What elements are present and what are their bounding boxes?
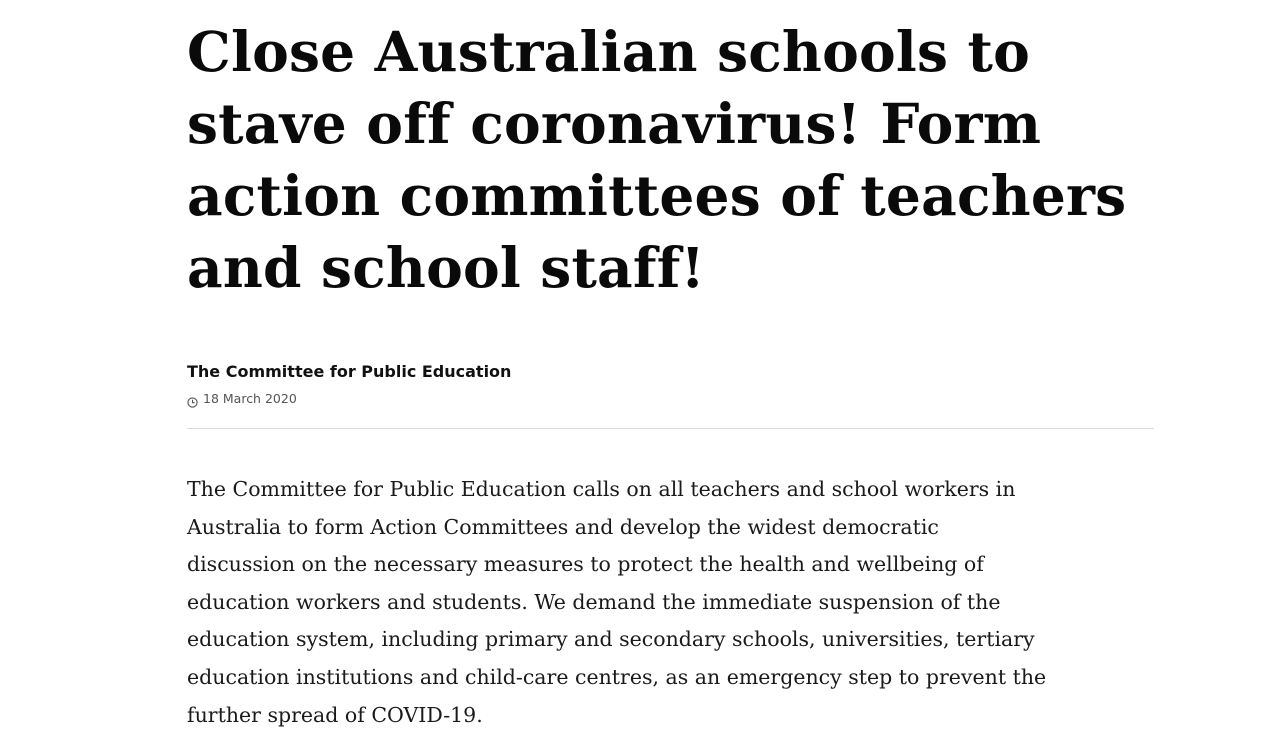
article-date: 18 March 2020: [203, 391, 297, 406]
article-dateline: [187, 389, 297, 409]
article-paragraph: The Committee for Public Education calls on all teachers and school workers in Australia to form Action Committees and develop the widest democratic discussion on the necessary measures to protect the health and wellbeing of education workers and students. We demand the immediate suspension of the education system, including primary and secondary schools, universities, tertiary education institutions and child-care centres, as an emergency step to prevent the further spread of COVID-19.: [187, 477, 1047, 727]
clock-icon: [187, 394, 198, 405]
article-headline: Close Australian schools to stave off coronavirus! Form action committees of teachers and school staff!: [187, 19, 1127, 300]
header-divider: [187, 428, 1154, 429]
article-content: [187, 0, 1154, 727]
article-author[interactable]: The Committee for Public Education: [187, 362, 512, 381]
